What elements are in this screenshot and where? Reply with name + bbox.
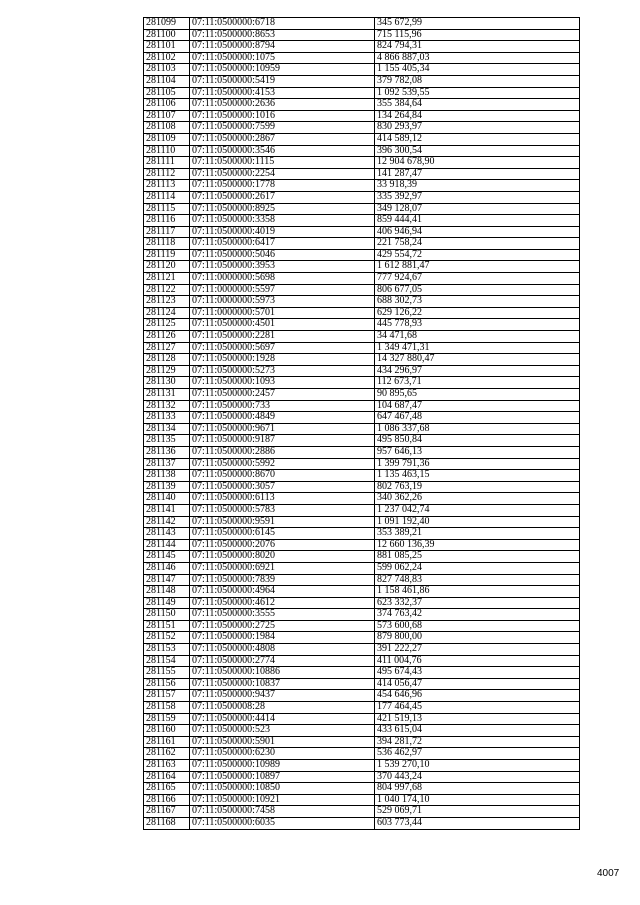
cadastral-value-cell: 335 392,97: [375, 191, 580, 203]
cadastral-number-cell: 07:11:0500000:523: [190, 725, 375, 737]
row-number-cell: 281117: [144, 226, 190, 238]
table-row: [144, 423, 580, 435]
cadastral-value-cell: 1 040 174,10: [375, 794, 580, 806]
cadastral-value-cell: 629 126,22: [375, 307, 580, 319]
cadastral-value-cell: 777 924,67: [375, 273, 580, 285]
cadastral-value-cell: 1 135 463,15: [375, 470, 580, 482]
row-number-cell: 281161: [144, 736, 190, 748]
row-number-cell: 281116: [144, 215, 190, 227]
row-number-cell: 281166: [144, 794, 190, 806]
cadastral-number-cell: 07:11:0500000:10897: [190, 771, 375, 783]
cadastral-value-cell: 830 293,97: [375, 122, 580, 134]
cadastral-number-cell: 07:11:0500000:7458: [190, 806, 375, 818]
table-row: [144, 41, 580, 53]
row-number-cell: 281105: [144, 87, 190, 99]
row-number-cell: 281108: [144, 122, 190, 134]
table-row: [144, 110, 580, 122]
cadastral-value-cell: 806 677,05: [375, 284, 580, 296]
cadastral-value-cell: 1 612 881,47: [375, 261, 580, 273]
row-number-cell: 281154: [144, 655, 190, 667]
row-number-cell: 281168: [144, 817, 190, 829]
cadastral-value-cell: 957 646,13: [375, 446, 580, 458]
row-number-cell: 281148: [144, 586, 190, 598]
cadastral-number-cell: 07:11:0500000:2725: [190, 620, 375, 632]
cadastral-number-cell: 07:11:0500000:1075: [190, 52, 375, 64]
cadastral-number-cell: 07:11:0500000:4019: [190, 226, 375, 238]
table-row: [144, 238, 580, 250]
cadastral-value-cell: 14 327 880,47: [375, 354, 580, 366]
cadastral-value-cell: 688 302,73: [375, 296, 580, 308]
cadastral-number-cell: 07:11:0500000:6145: [190, 528, 375, 540]
row-number-cell: 281167: [144, 806, 190, 818]
row-number-cell: 281163: [144, 760, 190, 772]
table-row: [144, 574, 580, 586]
row-number-cell: 281136: [144, 446, 190, 458]
table-row: [144, 168, 580, 180]
table-row: [144, 702, 580, 714]
row-number-cell: 281102: [144, 52, 190, 64]
table-row: [144, 504, 580, 516]
cadastral-value-cell: 603 773,44: [375, 817, 580, 829]
table-row: [144, 435, 580, 447]
table-row: [144, 296, 580, 308]
row-number-cell: 281139: [144, 481, 190, 493]
cadastral-value-cell: 434 296,97: [375, 365, 580, 377]
table-row: [144, 215, 580, 227]
cadastral-number-cell: 07:11:0500000:5273: [190, 365, 375, 377]
page-number: 4007: [597, 868, 620, 879]
cadastral-number-cell: 07:11:0500000:3057: [190, 481, 375, 493]
cadastral-number-cell: 07:11:0000000:5973: [190, 296, 375, 308]
cadastral-value-cell: 4 866 887,03: [375, 52, 580, 64]
row-number-cell: 281119: [144, 249, 190, 261]
row-number-cell: 281118: [144, 238, 190, 250]
row-number-cell: 281109: [144, 133, 190, 145]
row-number-cell: 281107: [144, 110, 190, 122]
cadastral-value-cell: 429 554,72: [375, 249, 580, 261]
table-row: [144, 446, 580, 458]
cadastral-number-cell: 07:11:0500000:10886: [190, 667, 375, 679]
table-row: [144, 806, 580, 818]
row-number-cell: 281114: [144, 191, 190, 203]
cadastral-value-cell: 859 444,41: [375, 215, 580, 227]
row-number-cell: 281138: [144, 470, 190, 482]
cadastral-value-cell: 1 155 405,34: [375, 64, 580, 76]
table-row: [144, 760, 580, 772]
cadastral-value-cell: 396 300,54: [375, 145, 580, 157]
cadastral-number-cell: 07:11:0500000:5992: [190, 458, 375, 470]
cadastral-value-cell: 1 092 539,55: [375, 87, 580, 99]
row-number-cell: 281100: [144, 29, 190, 41]
cadastral-value-cell: 881 085,25: [375, 551, 580, 563]
table-row: [144, 64, 580, 76]
cadastral-value-cell: 134 264,84: [375, 110, 580, 122]
cadastral-number-cell: 07:11:0500000:4612: [190, 597, 375, 609]
cadastral-number-cell: 07:11:0500008:28: [190, 702, 375, 714]
table-row: [144, 331, 580, 343]
table-row: [144, 817, 580, 829]
cadastral-value-cell: 1 349 471,31: [375, 342, 580, 354]
cadastral-number-cell: 07:11:0500000:3555: [190, 609, 375, 621]
cadastral-value-cell: 112 673,71: [375, 377, 580, 389]
cadastral-number-cell: 07:11:0500000:6035: [190, 817, 375, 829]
table-row: [144, 655, 580, 667]
cadastral-value-cell: 391 222,27: [375, 644, 580, 656]
row-number-cell: 281120: [144, 261, 190, 273]
row-number-cell: 281111: [144, 157, 190, 169]
row-number-cell: 281156: [144, 678, 190, 690]
table-row: [144, 145, 580, 157]
row-number-cell: 281128: [144, 354, 190, 366]
row-number-cell: 281130: [144, 377, 190, 389]
row-number-cell: 281129: [144, 365, 190, 377]
table-row: [144, 319, 580, 331]
cadastral-value-cell: 370 443,24: [375, 771, 580, 783]
cadastral-number-cell: 07:11:0500000:5046: [190, 249, 375, 261]
cadastral-number-cell: 07:11:0500000:1984: [190, 632, 375, 644]
table-row: [144, 377, 580, 389]
table-row: [144, 539, 580, 551]
row-number-cell: 281141: [144, 504, 190, 516]
table-row: [144, 203, 580, 215]
row-number-cell: 281134: [144, 423, 190, 435]
table-row: [144, 597, 580, 609]
cadastral-number-cell: 07:11:0500000:5419: [190, 75, 375, 87]
cadastral-value-cell: 90 895,65: [375, 389, 580, 401]
cadastral-value-cell: 414 056,47: [375, 678, 580, 690]
table-row: [144, 226, 580, 238]
cadastral-number-cell: 07:11:0000000:5597: [190, 284, 375, 296]
table-row: [144, 191, 580, 203]
table-row: [144, 157, 580, 169]
table-row: [144, 284, 580, 296]
cadastral-number-cell: 07:11:0500000:1016: [190, 110, 375, 122]
cadastral-value-cell: 221 758,24: [375, 238, 580, 250]
table-row: [144, 528, 580, 540]
table-row: [144, 354, 580, 366]
row-number-cell: 281140: [144, 493, 190, 505]
row-number-cell: 281131: [144, 389, 190, 401]
cadastral-value-cell: 529 069,71: [375, 806, 580, 818]
row-number-cell: 281125: [144, 319, 190, 331]
cadastral-value-cell: 34 471,68: [375, 331, 580, 343]
cadastral-value-cell: 340 362,26: [375, 493, 580, 505]
cadastral-number-cell: 07:11:0500000:2617: [190, 191, 375, 203]
table-row: [144, 713, 580, 725]
cadastral-number-cell: 07:11:0500000:3358: [190, 215, 375, 227]
cadastral-value-cell: 1 399 791,36: [375, 458, 580, 470]
cadastral-value-cell: 1 237 042,74: [375, 504, 580, 516]
cadastral-number-cell: 07:11:0500000:5697: [190, 342, 375, 354]
table-row: [144, 99, 580, 111]
cadastral-value-cell: 599 062,24: [375, 562, 580, 574]
table-row: [144, 562, 580, 574]
cadastral-value-cell: 536 462,97: [375, 748, 580, 760]
table-row: [144, 75, 580, 87]
cadastral-number-cell: 07:11:0500000:8670: [190, 470, 375, 482]
row-number-cell: 281127: [144, 342, 190, 354]
cadastral-number-cell: 07:11:0500000:733: [190, 400, 375, 412]
cadastral-number-cell: 07:11:0500000:8020: [190, 551, 375, 563]
cadastral-number-cell: 07:11:0500000:1093: [190, 377, 375, 389]
table-row: [144, 551, 580, 563]
cadastral-number-cell: 07:11:0500000:6113: [190, 493, 375, 505]
cadastral-value-cell: 623 332,37: [375, 597, 580, 609]
cadastral-number-cell: 07:11:0500000:7599: [190, 122, 375, 134]
row-number-cell: 281143: [144, 528, 190, 540]
table-row: [144, 18, 580, 30]
cadastral-number-cell: 07:11:0500000:3953: [190, 261, 375, 273]
cadastral-number-cell: 07:11:0500000:6230: [190, 748, 375, 760]
row-number-cell: 281142: [144, 516, 190, 528]
cadastral-value-cell: 495 674,43: [375, 667, 580, 679]
cadastral-number-cell: 07:11:0500000:2457: [190, 389, 375, 401]
cadastral-value-cell: 1 091 192,40: [375, 516, 580, 528]
table-row: [144, 470, 580, 482]
row-number-cell: 281122: [144, 284, 190, 296]
cadastral-number-cell: 07:11:0500000:10959: [190, 64, 375, 76]
table-row: [144, 180, 580, 192]
cadastral-value-cell: 421 519,13: [375, 713, 580, 725]
cadastral-value-cell: 33 918,39: [375, 180, 580, 192]
cadastral-value-cell: 647 467,48: [375, 412, 580, 424]
cadastral-number-cell: 07:11:0500000:9187: [190, 435, 375, 447]
cadastral-number-cell: 07:11:0500000:4849: [190, 412, 375, 424]
table-row: [144, 261, 580, 273]
cadastral-value-cell: 177 464,45: [375, 702, 580, 714]
table-row: [144, 736, 580, 748]
cadastral-number-cell: 07:11:0500000:2886: [190, 446, 375, 458]
cadastral-value-cell: 353 389,21: [375, 528, 580, 540]
row-number-cell: 281151: [144, 620, 190, 632]
row-number-cell: 281155: [144, 667, 190, 679]
cadastral-number-cell: 07:11:0500000:2867: [190, 133, 375, 145]
cadastral-number-cell: 07:11:0500000:7839: [190, 574, 375, 586]
row-number-cell: 281121: [144, 273, 190, 285]
cadastral-number-cell: 07:11:0500000:4808: [190, 644, 375, 656]
table-row: [144, 52, 580, 64]
row-number-cell: 281145: [144, 551, 190, 563]
table-row: [144, 620, 580, 632]
row-number-cell: 281164: [144, 771, 190, 783]
cadastral-number-cell: 07:11:0500000:2076: [190, 539, 375, 551]
table-row: [144, 586, 580, 598]
cadastral-number-cell: 07:11:0500000:1928: [190, 354, 375, 366]
cadastral-value-cell: 12 904 678,90: [375, 157, 580, 169]
cadastral-value-cell: 1 539 270,10: [375, 760, 580, 772]
cadastral-value-cell: 394 281,72: [375, 736, 580, 748]
row-number-cell: 281158: [144, 702, 190, 714]
row-number-cell: 281150: [144, 609, 190, 621]
row-number-cell: 281137: [144, 458, 190, 470]
table-row: [144, 249, 580, 261]
cadastral-value-cell: 573 600,68: [375, 620, 580, 632]
table-row: [144, 690, 580, 702]
table-row: [144, 678, 580, 690]
cadastral-number-cell: 07:11:0500000:2281: [190, 331, 375, 343]
cadastral-value-cell: 104 687,47: [375, 400, 580, 412]
table-row: [144, 365, 580, 377]
table-row: [144, 122, 580, 134]
cadastral-number-cell: 07:11:0500000:4414: [190, 713, 375, 725]
row-number-cell: 281124: [144, 307, 190, 319]
row-number-cell: 281123: [144, 296, 190, 308]
row-number-cell: 281132: [144, 400, 190, 412]
cadastral-value-cell: 374 763,42: [375, 609, 580, 621]
table-row: [144, 609, 580, 621]
cadastral-value-cell: 802 763,19: [375, 481, 580, 493]
cadastral-value-cell: 804 997,68: [375, 783, 580, 795]
row-number-cell: 281106: [144, 99, 190, 111]
cadastral-number-cell: 07:11:0500000:9591: [190, 516, 375, 528]
cadastral-number-cell: 07:11:0500000:10989: [190, 760, 375, 772]
row-number-cell: 281144: [144, 539, 190, 551]
cadastral-value-cell: 406 946,94: [375, 226, 580, 238]
cadastral-number-cell: 07:11:0500000:2774: [190, 655, 375, 667]
row-number-cell: 281162: [144, 748, 190, 760]
row-number-cell: 281153: [144, 644, 190, 656]
table-row: [144, 389, 580, 401]
row-number-cell: 281135: [144, 435, 190, 447]
cadastral-number-cell: 07:11:0500000:10850: [190, 783, 375, 795]
cadastral-number-cell: 07:11:0000000:5698: [190, 273, 375, 285]
row-number-cell: 281149: [144, 597, 190, 609]
cadastral-number-cell: 07:11:0500000:6718: [190, 18, 375, 30]
cadastral-number-cell: 07:11:0000000:5701: [190, 307, 375, 319]
table-row: [144, 29, 580, 41]
cadastral-number-cell: 07:11:0500000:6417: [190, 238, 375, 250]
cadastral-number-cell: 07:11:0500000:8794: [190, 41, 375, 53]
row-number-cell: 281115: [144, 203, 190, 215]
cadastral-value-cell: 495 850,84: [375, 435, 580, 447]
cadastral-number-cell: 07:11:0500000:9437: [190, 690, 375, 702]
cadastral-value-cell: 433 615,04: [375, 725, 580, 737]
cadastral-value-cell: 141 287,47: [375, 168, 580, 180]
row-number-cell: 281110: [144, 145, 190, 157]
row-number-cell: 281113: [144, 180, 190, 192]
row-number-cell: 281157: [144, 690, 190, 702]
row-number-cell: 281147: [144, 574, 190, 586]
table-row: [144, 87, 580, 99]
cadastral-value-cell: 411 004,76: [375, 655, 580, 667]
row-number-cell: 281133: [144, 412, 190, 424]
cadastral-value-cell: 827 748,83: [375, 574, 580, 586]
table-row: [144, 273, 580, 285]
cadastral-value-cell: 379 782,08: [375, 75, 580, 87]
table-row: [144, 400, 580, 412]
row-number-cell: 281104: [144, 75, 190, 87]
table-row: [144, 133, 580, 145]
cadastral-number-cell: 07:11:0500000:5901: [190, 736, 375, 748]
row-number-cell: 281101: [144, 41, 190, 53]
cadastral-value-cell: 414 589,12: [375, 133, 580, 145]
cadastral-number-cell: 07:11:0500000:9671: [190, 423, 375, 435]
cadastral-number-cell: 07:11:0500000:6921: [190, 562, 375, 574]
cadastral-value-cell: 715 115,96: [375, 29, 580, 41]
table-row: [144, 412, 580, 424]
cadastral-number-cell: 07:11:0500000:4964: [190, 586, 375, 598]
table-row: [144, 458, 580, 470]
cadastral-value-cell: 1 158 461,86: [375, 586, 580, 598]
table-row: [144, 771, 580, 783]
table-body: [144, 18, 580, 830]
table-row: [144, 516, 580, 528]
cadastral-number-cell: 07:11:0500000:3546: [190, 145, 375, 157]
row-number-cell: 281152: [144, 632, 190, 644]
row-number-cell: 281160: [144, 725, 190, 737]
cadastral-value-cell: 1 086 337,68: [375, 423, 580, 435]
row-number-cell: 281165: [144, 783, 190, 795]
row-number-cell: 281159: [144, 713, 190, 725]
cadastral-number-cell: 07:11:0500000:2636: [190, 99, 375, 111]
row-number-cell: 281146: [144, 562, 190, 574]
cadastral-number-cell: 07:11:0500000:4501: [190, 319, 375, 331]
cadastral-number-cell: 07:11:0500000:4153: [190, 87, 375, 99]
row-number-cell: 281126: [144, 331, 190, 343]
row-number-cell: 281099: [144, 18, 190, 30]
cadastral-value-cell: 824 794,31: [375, 41, 580, 53]
cadastral-value-cell: 349 128,07: [375, 203, 580, 215]
cadastral-number-cell: 07:11:0500000:5783: [190, 504, 375, 516]
cadastral-value-cell: 355 384,64: [375, 99, 580, 111]
table-row: [144, 794, 580, 806]
cadastral-number-cell: 07:11:0500000:10837: [190, 678, 375, 690]
table-row: [144, 307, 580, 319]
cadastral-value-cell: 345 672,99: [375, 18, 580, 30]
table-row: [144, 725, 580, 737]
table-row: [144, 342, 580, 354]
cadastral-number-cell: 07:11:0500000:8653: [190, 29, 375, 41]
cadastral-number-cell: 07:11:0500000:1115: [190, 157, 375, 169]
table-row: [144, 481, 580, 493]
row-number-cell: 281112: [144, 168, 190, 180]
cadastral-number-cell: 07:11:0500000:2254: [190, 168, 375, 180]
table-row: [144, 748, 580, 760]
cadastral-value-cell: 879 800,00: [375, 632, 580, 644]
cadastral-value-table: [143, 17, 580, 830]
cadastral-value-cell: 12 660 136,39: [375, 539, 580, 551]
table-row: [144, 644, 580, 656]
cadastral-value-cell: 445 778,93: [375, 319, 580, 331]
table-row: [144, 667, 580, 679]
table-row: [144, 493, 580, 505]
cadastral-number-cell: 07:11:0500000:1778: [190, 180, 375, 192]
row-number-cell: 281103: [144, 64, 190, 76]
table-row: [144, 632, 580, 644]
cadastral-value-cell: 454 646,96: [375, 690, 580, 702]
table-row: [144, 783, 580, 795]
cadastral-number-cell: 07:11:0500000:10921: [190, 794, 375, 806]
cadastral-number-cell: 07:11:0500000:8925: [190, 203, 375, 215]
